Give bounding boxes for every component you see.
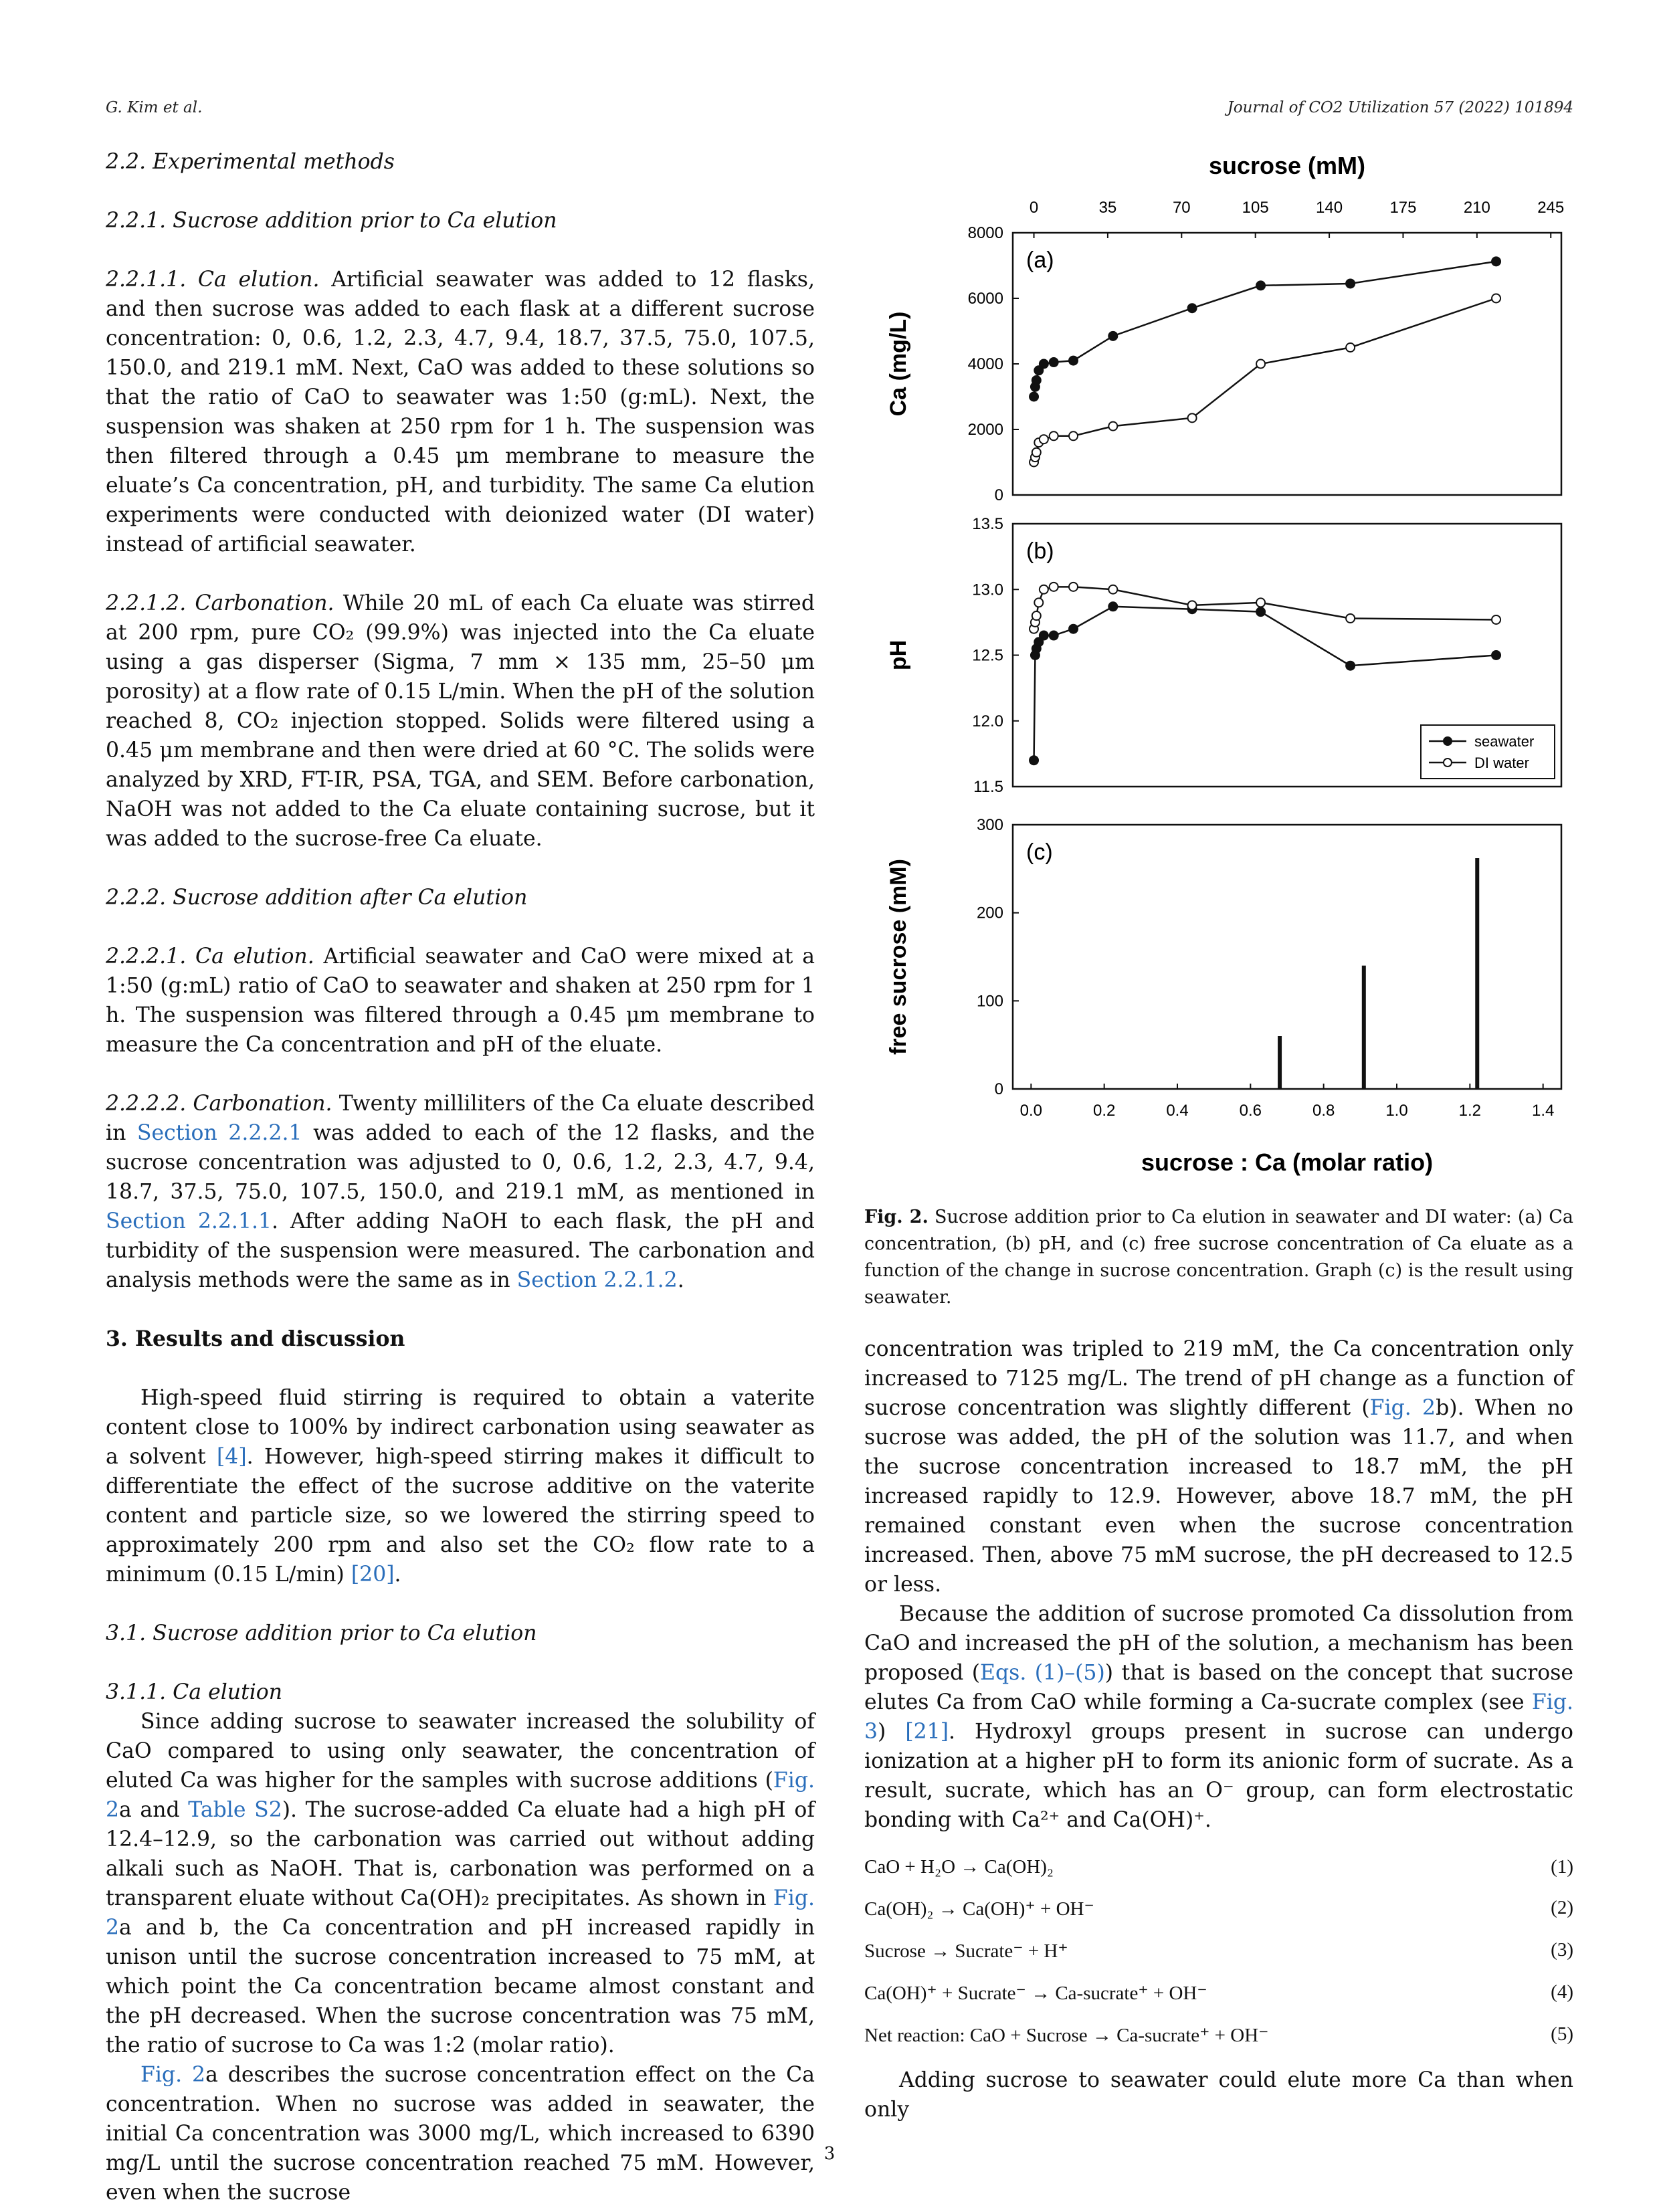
top-tick-label: 245 [1537,199,1565,217]
paragraph-3-1-1-b [106,2060,815,2207]
data-point-a [1108,422,1117,431]
text: . However, high-speed stirring makes it difficult to differentiate the effect of the sucrose additive on the vaterite content and particle size, so we lowered the stirring speed to approximately 200 rpm and also set the CO₂ flow rate to a minimum (0.15 L/min) [106,1445,815,1587]
paragraph-3-1-1-a [106,1707,815,2060]
section-3-1-heading: 3.1. Sucrose addition prior to Ca elution [106,1621,537,1645]
equation-number: (5) [1551,2023,1573,2045]
page-number: 3 [823,2144,836,2164]
paragraph-2-2-2-1 [106,942,815,1060]
equation-number: (4) [1551,1981,1573,2003]
section-3-heading: 3. Results and discussion [106,1326,405,1351]
equation-1 [864,1856,1573,1878]
y-tick-label-b: 13.0 [972,581,1003,599]
caption-text: Sucrose addition prior to Ca elution in seawater and DI water: (a) Ca concentration, (b) pH, and (c) free sucrose concentration of Ca eluate as a function of the change in sucrose concentration. Graph (c) is the result using seawater. [864,1207,1573,1308]
x-tick-label: 0.8 [1312,1102,1335,1120]
figure-2-chart [864,146,1573,1216]
y-tick-label-b: 12.5 [972,646,1003,665]
data-point-b [1108,585,1117,594]
data-point-b [1108,602,1117,611]
text: a describes the sucrose concentration effect on the Ca concentration. When no sucrose was added in seawater, the initial Ca concentration was 3000 mg/L, which increased to 6390 mg/L until the sucrose concentration reached 75 mM. However, even when the sucrose [106,2063,815,2205]
subsection-head: 2.2.2.2. Carbonation. [106,1092,332,1116]
y-tick-label-a: 8000 [967,224,1003,242]
y-tick-label-c: 300 [976,816,1003,834]
paragraph-text: Artificial seawater and CaO were mixed at a 1:50 (g:mL) ratio of CaO to seawater and shaken at 250 rpm for 1 h. The suspension was filtered through a 0.45 μm membrane to measure the Ca concentration and pH of the eluate. [106,944,815,1057]
figure-link[interactable]: Fig. 2 [106,1769,815,1822]
data-point-b [1256,598,1265,607]
y-tick-label-c: 0 [994,1080,1003,1098]
subsection-head: 2.2.1.1. Ca elution. [106,268,320,292]
top-tick-label: 70 [1172,199,1191,217]
data-point-a [1030,393,1038,401]
equation-number: (2) [1551,1897,1573,1918]
y-tick-label-a: 6000 [967,290,1003,308]
equation-expr: CaO + H₂O → Ca(OH)₂ [864,1856,1054,1878]
text: . After adding NaOH to each flask, the pH and turbidity of the suspension were measured. The carbonation and analysis methods were the same as in [106,1209,815,1292]
top-tick-label: 210 [1463,199,1490,217]
y-tick-label-a: 4000 [967,355,1003,373]
paragraph-2-2-1-1 [106,265,815,559]
y-tick-label-c: 200 [976,904,1003,922]
reference-link[interactable]: [20] [351,1563,395,1587]
data-point-a [1188,304,1197,312]
x-tick-label: 1.4 [1531,1102,1555,1120]
paragraph-right-3: Adding sucrose to seawater could elute more Ca than when only [864,2068,1573,2122]
y-axis-label-c: free sucrose (mM) [886,859,911,1055]
panel-frame [1013,233,1561,495]
equation-4 [864,1981,1573,2005]
paragraph-2-2-1-2 [106,589,815,853]
x-tick-label: 0.0 [1019,1102,1043,1120]
series-line-a [1034,298,1496,462]
data-point-b [1188,601,1197,609]
x-tick-label: 0.6 [1239,1102,1262,1120]
equation-2 [864,1897,1573,1920]
legend-marker [1444,737,1452,745]
data-point-b [1492,615,1500,624]
text: was added to each of the 12 flasks, and the sucrose concentration was adjusted to 0, 0.6, 1.2, 2.3, 4.7, 9.4, 18.7, 37.5, 75.0, 107.5, 150.0, and 219.1 mM, as mentioned in [106,1121,815,1204]
data-point-a [1256,281,1265,290]
paragraph-text: While 20 mL of each Ca eluate was stirred at 200 rpm, pure CO₂ (99.9%) was injected into the Ca eluate using a gas disperser (Sigma, 7 mm × 135 mm, 25–50 μm porosity) at a flow rate of 0.15 L/min. When the pH of the solution reached 8, CO₂ injection stopped. Solids were filtered using a 0.45 μm membrane and then were dried at 60 °C. The solids were analyzed by XRD, FT-IR, PSA, TGA, and SEM. Before carbonation, NaOH was not added to the Ca eluate containing sucrose, but it was added to the sucrose-free Ca eluate. [106,591,815,851]
section-2-2-1-heading: 2.2.1. Sucrose addition prior to Ca elution [106,209,557,233]
running-header-authors: G. Kim et al. [106,99,203,116]
table-link[interactable]: Table S2 [188,1798,282,1822]
y-tick-label-b: 11.5 [973,778,1003,796]
text: ). The sucrose-added Ca eluate had a high pH of 12.4–12.9, so the carbonation was carried out without adding alkali such as NaOH. That is, carbonation was performed on a transparent eluate without Ca(OH)₂ precipitates. As shown in [106,1798,815,1910]
equation-number: (3) [1551,1939,1573,1960]
panel-label: (c) [1026,839,1053,865]
equation-3 [864,1939,1573,1963]
panel-label: (a) [1026,247,1054,273]
data-point-b [1050,631,1058,640]
data-point-a [1346,343,1355,352]
right-column [864,1334,1573,2124]
data-point-b [1069,625,1078,633]
paragraph-text: Artificial seawater was added to 12 flasks, and then sucrose was added to each flask at a different sucrose concentration: 0, 0.6, 1.2, 2.3, 4.7, 9.4, 18.7, 37.5, 75.0, 107.5, 150.0, and 219.1 mM. Next, CaO was added to these solutions so that the ratio of CaO to seawater was 1:50 (g:mL). Next, the suspension was shaken at 250 rpm for 1 h. The suspension was then filtered through a 0.45 μm membrane to measure the eluate’s Ca concentration, pH, and turbidity. The same Ca elution experiments were conducted with deionized water (DI water) instead of artificial seawater. [106,268,815,557]
y-tick-label-c: 100 [976,992,1003,1011]
legend-marker [1444,759,1452,767]
text: Because the addition of sucrose promoted Ca dissolution from CaO and increased the pH of the solution, a mechanism has been proposed ( [864,1602,1573,1685]
y-tick-label-a: 0 [994,486,1003,504]
section-3-1-1-heading: 3.1.1. Ca elution [106,1680,283,1704]
x-tick-label: 0.4 [1166,1102,1189,1120]
data-point-b [1346,662,1355,670]
left-column [106,147,815,2207]
caption-label: Fig. 2. [864,1207,929,1227]
data-point-b [1034,598,1043,607]
x-tick-label: 1.0 [1385,1102,1408,1120]
text: Since adding sucrose to seawater increased the solubility of CaO compared to using only seawater, the concentration of eluted Ca was higher for the samples with sucrose additions ( [106,1710,815,1793]
series-line-a [1034,262,1496,397]
text: ) that is based on the concept that sucrose elutes Ca from CaO while forming a Ca-sucrate complex (see [864,1661,1574,1714]
text: . Hydroxyl groups present in sucrose can undergo ionization at a higher pH to form its anionic form of sucrate. As a result, sucrate, which has an O⁻ group, can form electrostatic bonding with Ca²⁺ and Ca(OH)⁺. [864,1720,1573,1832]
figure-link[interactable]: Fig. 2 [106,1886,815,1940]
section-link[interactable]: Section 2.2.1.2 [516,1268,678,1292]
equation-link[interactable]: Eqs. (1)–(5) [980,1661,1105,1685]
subsection-head: 2.2.2.1. Ca elution. [106,944,314,969]
data-point-a [1050,431,1058,440]
data-point-b [1069,583,1078,591]
x-axis-title: sucrose : Ca (molar ratio) [1141,1148,1434,1176]
top-tick-label: 140 [1316,199,1343,217]
data-point-a [1050,358,1058,367]
section-link[interactable]: Section 2.2.1.1 [106,1209,272,1233]
section-2-2-heading: 2.2. Experimental methods [106,150,395,174]
top-tick-label: 35 [1098,199,1117,217]
running-header-journal: Journal of CO2 Utilization 57 (2022) 101894 [1227,99,1573,116]
top-tick-label: 0 [1029,199,1039,217]
paragraph-3-intro [106,1383,815,1589]
text: . [677,1268,684,1292]
paragraph-2-2-2-2 [106,1089,815,1295]
section-2-2-2-heading: 2.2.2. Sucrose addition after Ca elution [106,886,528,910]
data-point-a [1256,360,1265,369]
chart-marks [1030,257,1500,1089]
data-point-a [1040,360,1048,369]
data-point-a [1188,413,1197,422]
text: Twenty milliliters of the Ca eluate described in [106,1092,815,1145]
series-line-b [1034,587,1496,629]
top-tick-label: 175 [1389,199,1417,217]
equation-expr: Ca(OH)⁺ + Sucrate⁻ → Ca-sucrate⁺ + OH⁻ [864,1983,1207,2004]
figure-2-caption [864,1204,1573,1311]
equation-expr: Net reaction: CaO + Sucrose → Ca-sucrate⁺ + OH⁻ [864,2025,1269,2046]
data-point-a [1108,332,1117,340]
legend-label: DI water [1474,755,1529,771]
figure-link[interactable]: Fig. 2 [140,2063,206,2087]
reference-link[interactable]: [4] [217,1445,247,1469]
data-point-a [1069,357,1078,365]
data-point-b [1040,631,1048,640]
text: High-speed fluid stirring is required to obtain a vaterite content close to 100% by indirect carbonation using seawater as a solvent [106,1386,815,1469]
data-point-a [1492,294,1500,303]
equation-5 [864,2023,1573,2047]
data-point-b [1346,614,1355,623]
text: a and b, the Ca concentration and pH increased rapidly in unison until the sucrose concentration increased to 75 mM, at which point the Ca concentration became almost constant and the pH decreased. When the sucrose concentration was 75 mM, the ratio of sucrose to Ca was 1:2 (molar ratio). [106,1916,815,2057]
paragraph-right-2 [864,1599,1573,1835]
y-axis-label-a: Ca (mg/L) [886,311,911,417]
data-point-b [1030,756,1038,765]
text: a and [119,1798,180,1822]
data-point-a [1032,376,1041,385]
section-link[interactable]: Section 2.2.2.1 [136,1121,302,1145]
data-point-b [1050,583,1058,591]
chart-axes [886,152,1564,1176]
equation-expr: Ca(OH)₂ → Ca(OH)⁺ + OH⁻ [864,1898,1094,1920]
panel-label: (b) [1026,538,1054,564]
y-tick-label-b: 12.0 [972,712,1003,730]
data-point-b [1492,651,1500,660]
text: concentration was tripled to 219 mM, the Ca concentration only increased to 7125 mg/L. The trend of pH change as a function of sucrose concentration was slightly different ( [864,1337,1573,1420]
text: . [394,1563,401,1587]
data-point-a [1346,279,1355,288]
reference-link[interactable]: [21] [905,1720,949,1744]
data-point-b [1256,607,1265,616]
top-tick-label: 105 [1242,199,1269,217]
x-tick-label: 1.2 [1458,1102,1482,1120]
y-axis-label-b: pH [886,639,911,671]
text: b). When no sucrose was added, the pH of the solution was 11.7, and when the sucrose concentration increased to 18.7 mM, the pH increased rapidly to 12.9. However, above 18.7 mM, the pH remained constant even when the sucrose concentration increased. Then, above 75 mM sucrose, the pH decreased to 12.5 or less. [864,1396,1573,1597]
data-point-b [1032,611,1041,620]
data-point-a [1032,448,1041,457]
x-tick-label: 0.2 [1092,1102,1116,1120]
data-point-a [1040,435,1048,443]
data-point-a [1492,257,1500,266]
y-tick-label-b: 13.5 [972,515,1003,533]
y-tick-label-a: 2000 [967,421,1003,439]
text: ) [878,1720,886,1744]
subsection-head: 2.2.1.2. Carbonation. [106,591,334,615]
top-axis-title: sucrose (mM) [1208,152,1366,179]
figure-link[interactable]: Fig. 3 [864,1690,1573,1744]
paragraph-right-1 [864,1334,1573,1599]
equation-expr: Sucrose → Sucrate⁻ + H⁺ [864,1940,1068,1962]
figure-link[interactable]: Fig. 2 [1369,1396,1436,1420]
equation-number: (1) [1551,1856,1573,1878]
legend-label: seawater [1474,733,1535,750]
data-point-b [1040,585,1048,594]
data-point-a [1069,431,1078,440]
